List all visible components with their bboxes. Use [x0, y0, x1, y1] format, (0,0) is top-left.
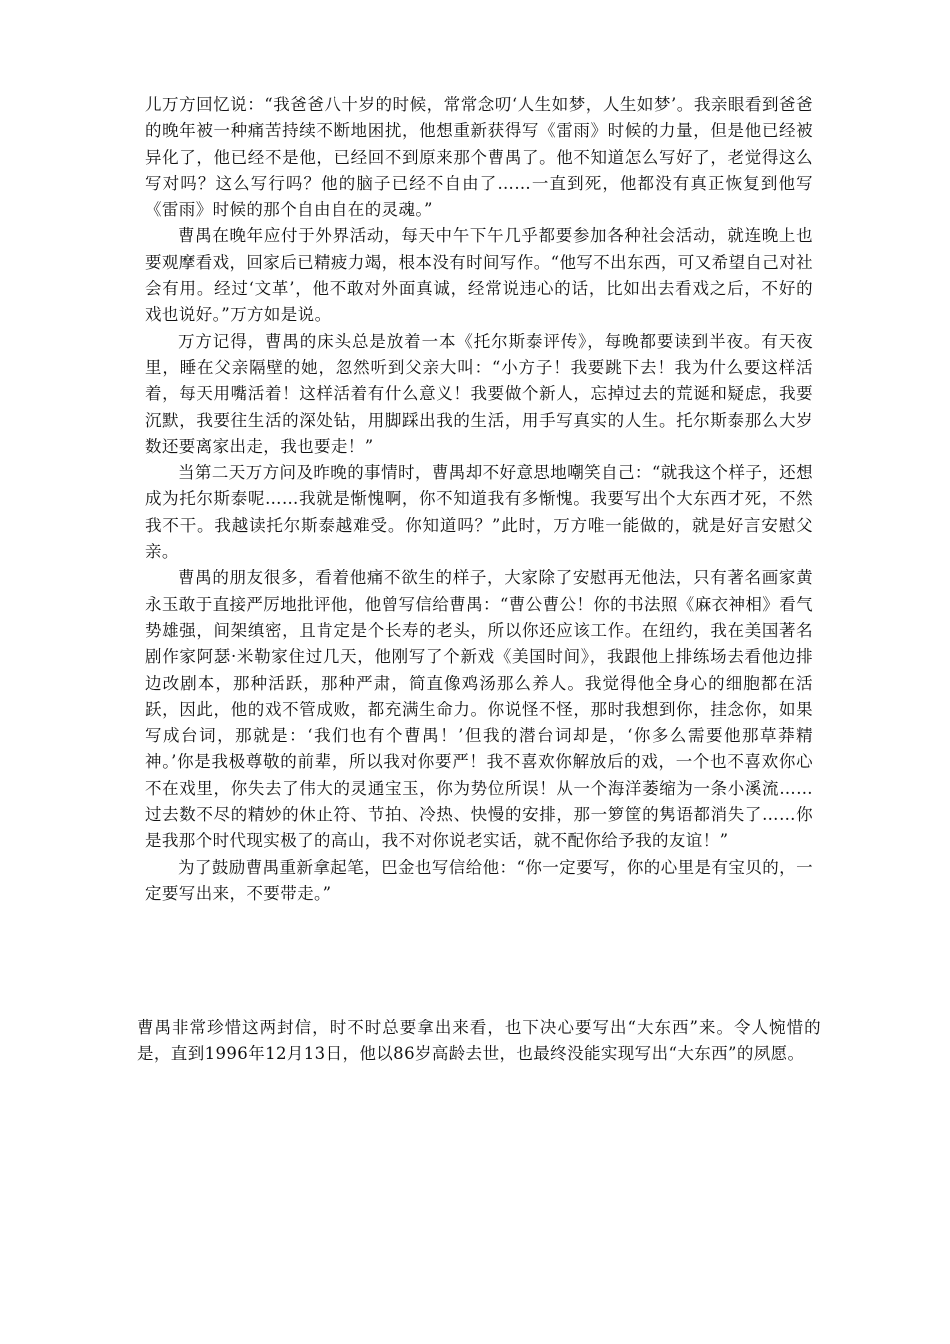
paragraph-huang-yongyu-letter: 曹禺的朋友很多，看着他痛不欲生的样子，大家除了安慰再无他法，只有著名画家黄永玉敢于直接严厉地批评他，他曾写信给曹禺：“曹公曹公！你的书法照《麻衣神相》看气势雄强，间架缜密，且肯定是个长寿的老头，所以你还应该工作。在纽约，我在美国著名剧作家阿瑟·米勒家住过几天，他刚写了个新戏《美国时间》，我跟他上排练场去看他边排边改剧本，那种活跃，那种严肃，简直像鸡汤那么养人。我觉得他全身心的细胞都在活跃，因此，他的戏不管成败，都充满生命力。你说怪不怪，那时我想到你，挂念你，如果写成台词，那就是：‘我们也有个曹禺！’但我的潜台词却是，‘你多么需要他那草莽精神。’你是我极尊敬的前辈，所以我对你要严！我不喜欢你解放后的戏，一个也不喜欢你心不在戏里，你失去了伟大的灵通宝玉，你为势位所误！从一个海洋萎缩为一条小溪流……过去数不尽的精妙的休止符、节拍、冷热、快慢的安排，那一箩筐的隽语都消失了……你是我那个时代现实极了的高山，我不对你说老实话，就不配你给予我的友谊！” [145, 568, 813, 851]
paragraph-social-activities: 曹禺在晚年应付于外界活动，每天中午下午几乎都要参加各种社会活动，就连晚上也要观摩看戏，回家后已精疲力竭，根本没有时间写作。“他写不出东西，可又希望自己对社会有用。经过‘文革’，他不敢对外面真诚，经常说违心的话，比如出去看戏之后，不好的戏也说好。”万方如是说。 [145, 226, 813, 325]
closing-block [137, 1015, 821, 1068]
article-body [145, 92, 813, 907]
paragraph-next-day: 当第二天万方问及昨晚的事情时，曹禺却不好意思地嘲笑自己：“就我这个样子，还想成为托尔斯泰呢……我就是惭愧啊，你不知道我有多惭愧。我要写出个大东西才死，不然我不干。我越读托尔斯泰越难受。你知道吗？”此时，万方唯一能做的，就是好言安慰父亲。 [145, 463, 813, 562]
paragraph-recollection: 儿万方回忆说：“我爸爸八十岁的时候，常常念叨‘人生如梦，人生如梦’。我亲眼看到爸爸的晚年被一种痛苦持续不断地困扰，他想重新获得写《雷雨》时候的力量，但是他已经被异化了，他已经不是他，已经回不到原来那个曹禺了。他不知道怎么写好了，老觉得这么写对吗？这么写行吗？他的脑子已经不自由了……一直到死，他都没有真正恢复到他写《雷雨》时候的那个自由自在的灵魂。” [145, 95, 813, 220]
paragraph-tolstoy-biography: 万方记得，曹禺的床头总是放着一本《托尔斯泰评传》，每晚都要读到半夜。有天夜里，睡在父亲隔壁的她，忽然听到父亲大叫：“小方子！我要跳下去！我为什么要这样活着，每天用嘴活着！这样活着有什么意义！我要做个新人，忘掉过去的荒诞和疑虑，我要沉默，我要往生活的深处钻，用脚踩出我的生活，用手写真实的人生。托尔斯泰那么大岁数还要离家出走，我也要走！” [145, 331, 813, 456]
paragraph-closing: 曹禺非常珍惜这两封信，时不时总要拿出来看，也下决心要写出“大东西”来。令人惋惜的是，直到1996年12月13日，他以86岁高龄去世，也最终没能实现写出“大东西”的夙愿。 [137, 1018, 821, 1064]
paragraph-ba-jin-letter: 为了鼓励曹禺重新拿起笔，巴金也写信给他：“你一定要写，你的心里是有宝贝的，一定要写出来，不要带走。” [145, 857, 813, 903]
